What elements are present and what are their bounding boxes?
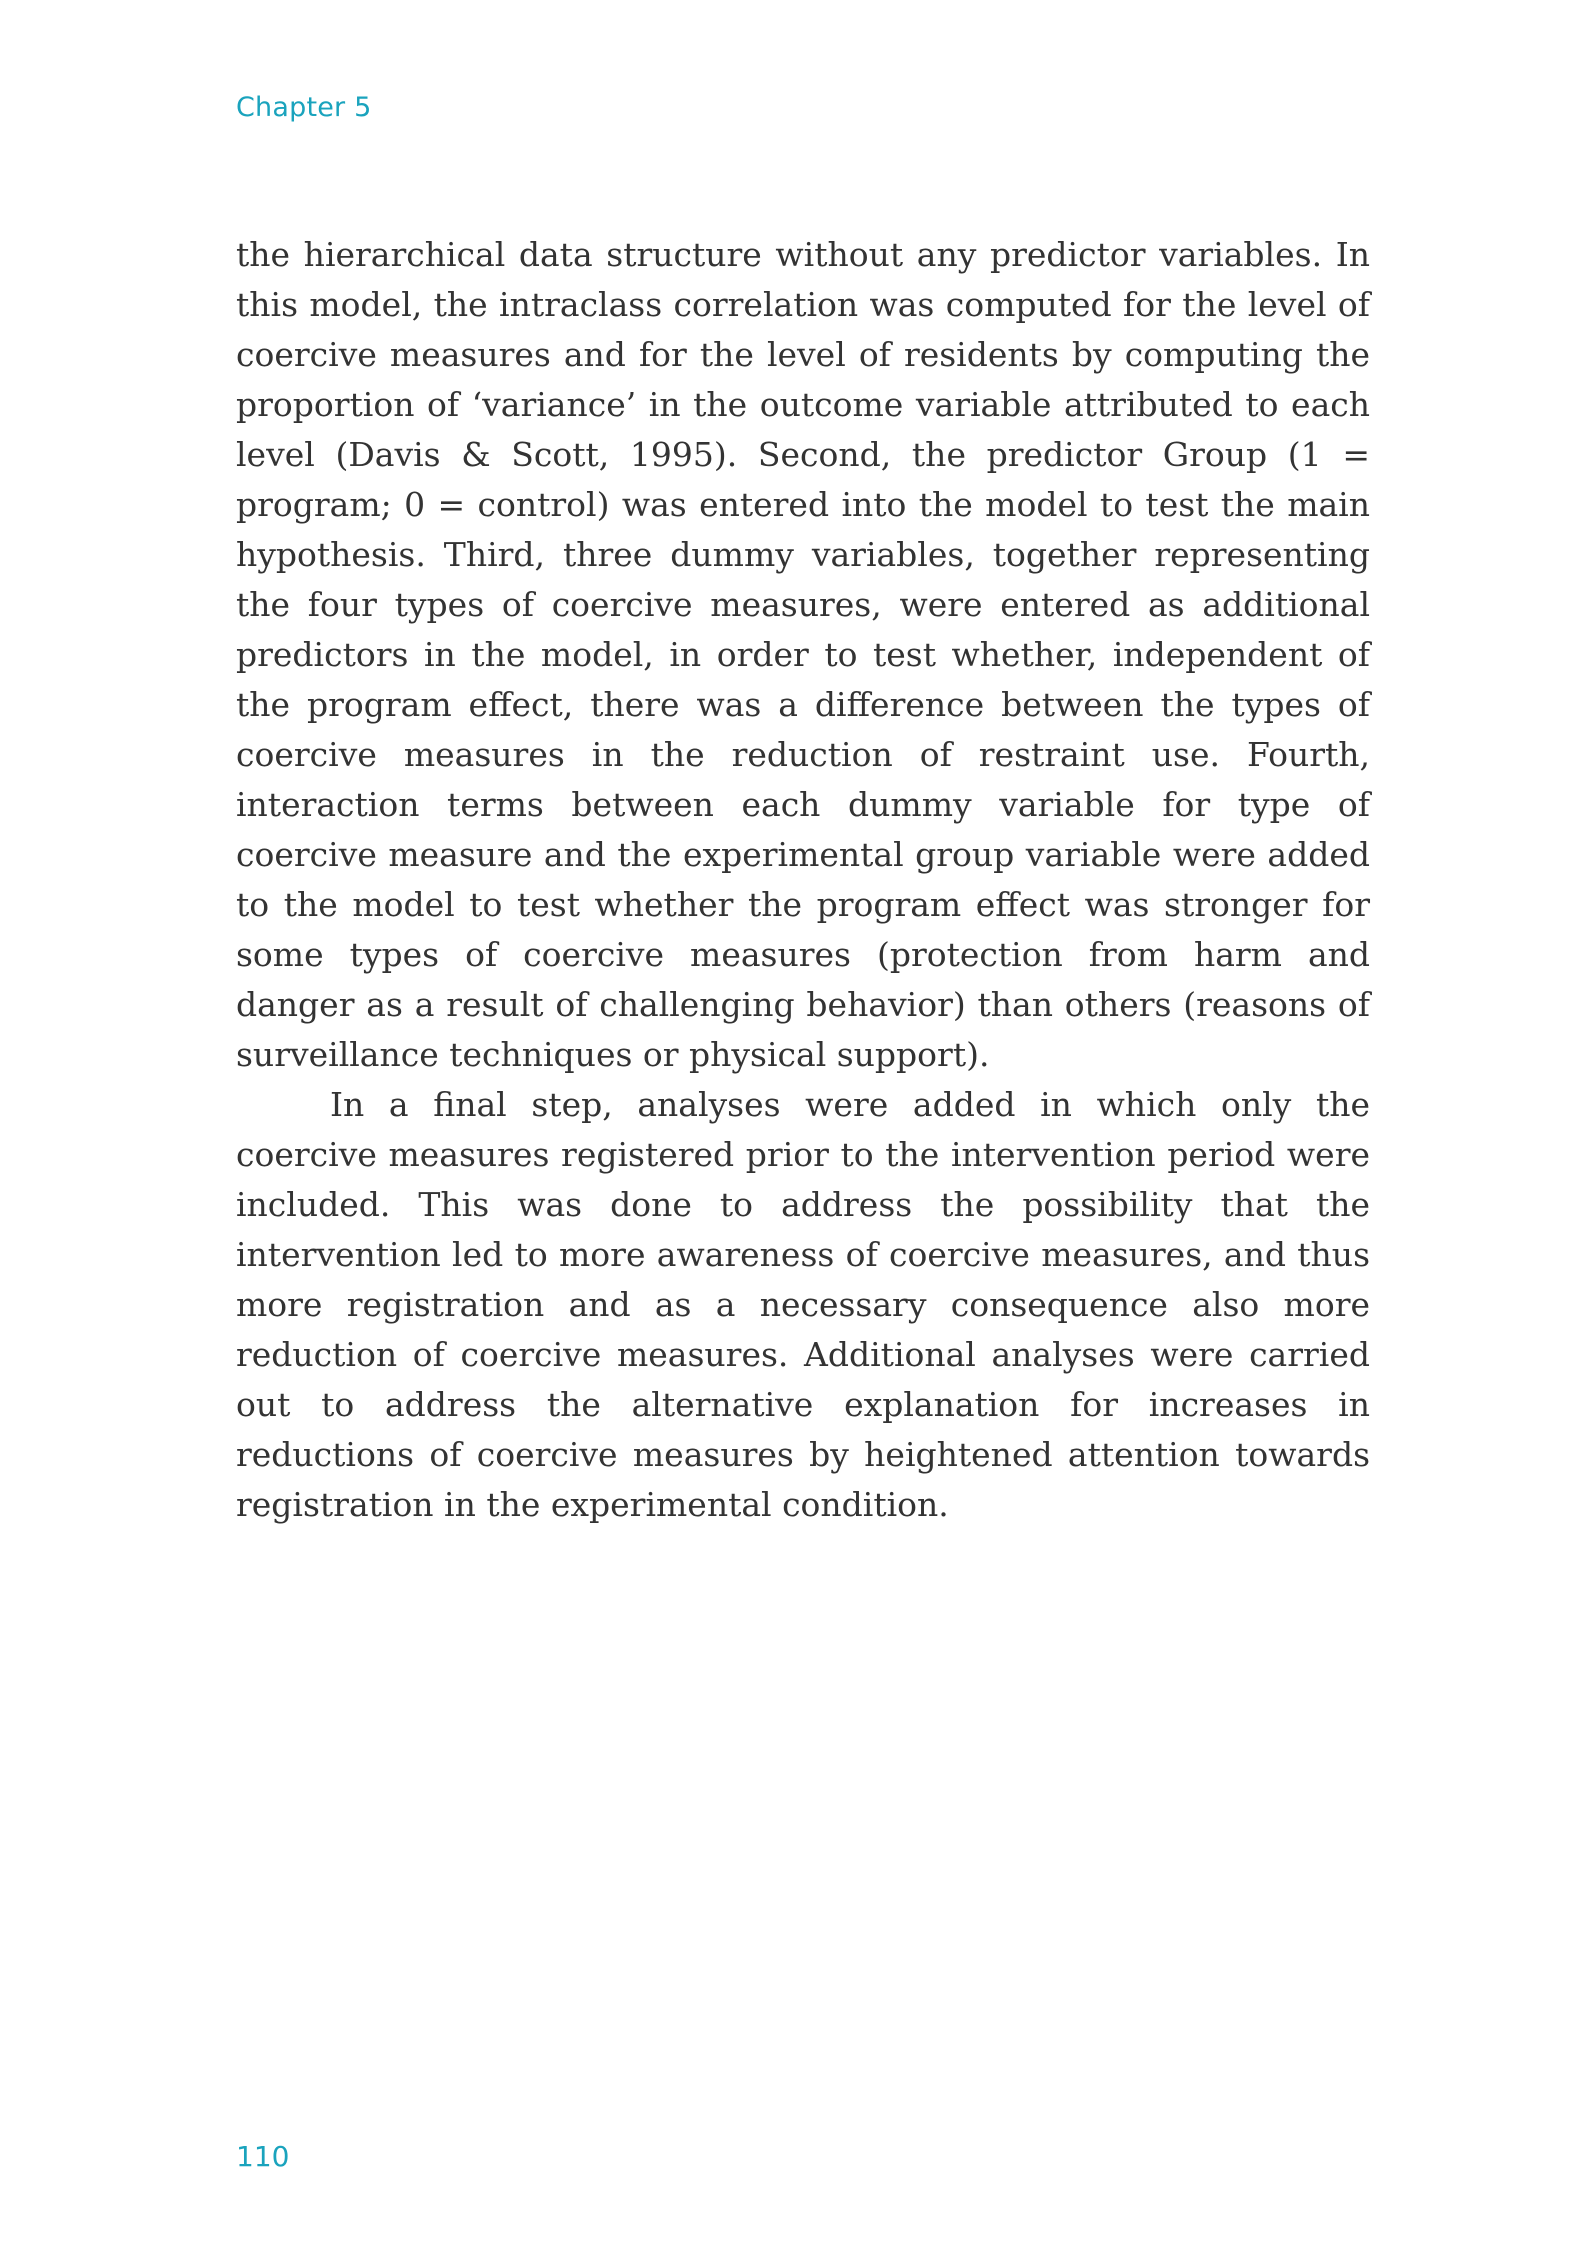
running-header-chapter: Chapter 5 <box>236 92 372 123</box>
body-text <box>236 230 1370 1530</box>
paragraph-continuation: the hierarchical data structure without any predictor variables. In this model, the intraclass correlation was computed for the level of coercive measures and for the level of residents by computing the proportion of ‘variance’ in the outcome variable attributed to each level (Davis & Scott, 1995). Second, the predictor Group (1 = program; 0 = control) was entered into the model to test the main hypothesis. Third, three dummy variables, together representing the four types of coercive measures, were entered as additional predictors in the model, in order to test whether, independent of the program effect, there was a difference between the types of coercive measures in the reduction of restraint use. Fourth, interaction terms between each dummy variable for type of coercive measure and the experimental group variable were added to the model to test whether the program effect was stronger for some types of coercive measures (protection from harm and danger as a result of challenging behavior) than others (reasons of surveillance techniques or physical support). <box>236 235 1370 1074</box>
paragraph-final-step: In a final step, analyses were added in which only the coercive measures registered prior to the intervention period were included. This was done to address the possibility that the intervention led to more awareness of coercive measures, and thus more registration and as a necessary consequence also more reduction of coercive measures. Additional analyses were carried out to address the alternative explanation for increases in reductions of coercive measures by heightened attention towards registration in the experimental condition. <box>236 1085 1370 1524</box>
page-number: 110 <box>236 2140 290 2173</box>
